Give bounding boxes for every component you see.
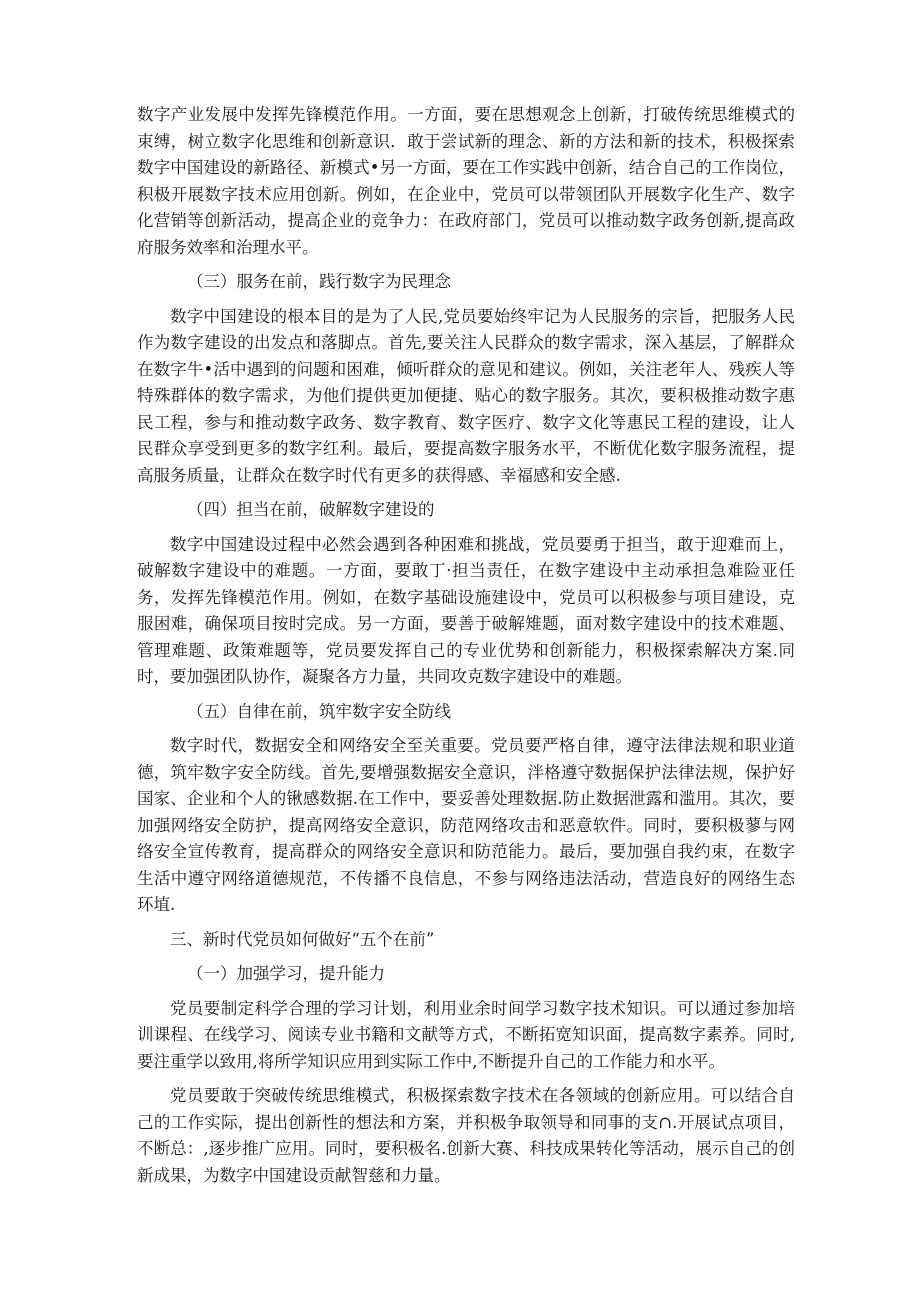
paragraph-learning: 党员要制定科学合理的学习计划，利用业余时间学习数字技术知识。可以通过参加培训课程、在线学习、阅读专业书籍和文献等方式，不断拓宽知识面，提高数字素养。同时,要注重学以致用,将所学知识应用到实际工作中,不断提升自己的工作能力和水平。 [137, 998, 795, 1071]
section-heading-service: （三）服务在前，践行数字为民理念 [187, 272, 451, 291]
paragraph-innovation: 党员要敢于突破传统思维模式，积极探索数字技术在各领域的创新应用。可以结合自己的工作实际，提出创新性的想法和方案，并积极争取领导和同事的支∩.开展试点项目，不断总：,逐步推广应用。同时，要积极名.创新大赛、科技成果转化等活动，展示自己的创新成果，为数字中国建设贡献智慈和力量。 [137, 1086, 795, 1185]
paragraph-self-discipline: 数字时代，数据安全和网络安全至关重要。党员要严格自律，遵守法律法规和职业道德，筑牢数字安全防线。首先,要增强数据安全意识，泮格遵守数据保护法律法规，保护好国家、企业和个人的锹感数据.在工作中，要妥善处理数据.防止数据泄露和滥用。其次，要加强网络安全防护，提高网络安全意识，防范网络攻击和恶意软件。同时，要积极蓼与网络安全宣传教育，提高群众的网络安全意识和防范能力。最后，要加强自我约束，在数字生活中遵守网络道德规范，不传播不良信息，不参与网络违法活动，营造良好的网络生态环埴. [137, 736, 795, 914]
section-heading-self-discipline: （五）自律在前，筑牢数字安全防线 [187, 701, 451, 721]
paragraph-responsibility: 数字中国建设过程中必然会遇到各种困难和挑战，党员要勇于担当，敢于迎难而上，破解数字建设中的难题。一方面，要敢丁·担当责任，在数字建设中主动承担急难险亚任务，发挥先锋模范作用。例如，在数字基础设施建设中，党员可以积极参与项目建设，克服困难，确保项目按时完成。另一方面，要善于破解雉题，面对数字建设中的技术难题、管理难题、政策难题等，党员要发挥自己的专业优势和创新能力，积极探索解决方案.同时，要加强团队协作，凝聚各方力量，共同攻克数字建设中的难题。 [137, 534, 795, 686]
paragraph-continuation: 数字产业发展中发挥先锋模范作用。一方面，要在思想观念上创新，打破传统思维模式的束缚，树立数字化思维和创新意识．敢于尝试新的理念、新的方法和新的技术，积极探索数字中国建设的新路径、新模式•另一方面，要在工作实践中创新，结合自己的工作岗位，积极开展数字技术应用创新。例如，在企业中，党员可以带领团队开展数字化生产、数字化营销等创新活动，提高企业的竞争力：在政府部门，党员可以推动数字政务创新,提高政府服务效率和治理水平。 [137, 105, 795, 257]
document-body [137, 102, 795, 1197]
paragraph-service: 数字中国建设的根本目的是为了人民,党员要始终牢记为人民服务的宗旨，把服务人民作为数字建设的出发点和落脚点。首先,要关注人民群众的数字需求，深入基层，了解群众在数字牛•活中遇到的问题和困难，倾听群众的意见和建议。例如，关注老年人、残疾人等特殊群体的数字需求，为他们提供更加便捷、贴心的数字服务。其次，要积极推动数字惠民工程，参与和推动数字政务、数字教育、数字医疗、数字文化等惠民工程的建设，让人民群众享受到更多的数字红利。最后，要提高数字服务水平，不断优化数字服务流程，提高服务质量，让群众在数字时代有更多的获得感、幸福感和安全感. [137, 306, 795, 485]
chapter-heading-five-in-front: 三、新时代党员如何做好“五个在前” [170, 929, 435, 949]
section-heading-learning: （一）加强学习，提升能力 [187, 964, 385, 983]
section-heading-responsibility: （四）担当在前，破解数字建设的 [187, 500, 435, 519]
